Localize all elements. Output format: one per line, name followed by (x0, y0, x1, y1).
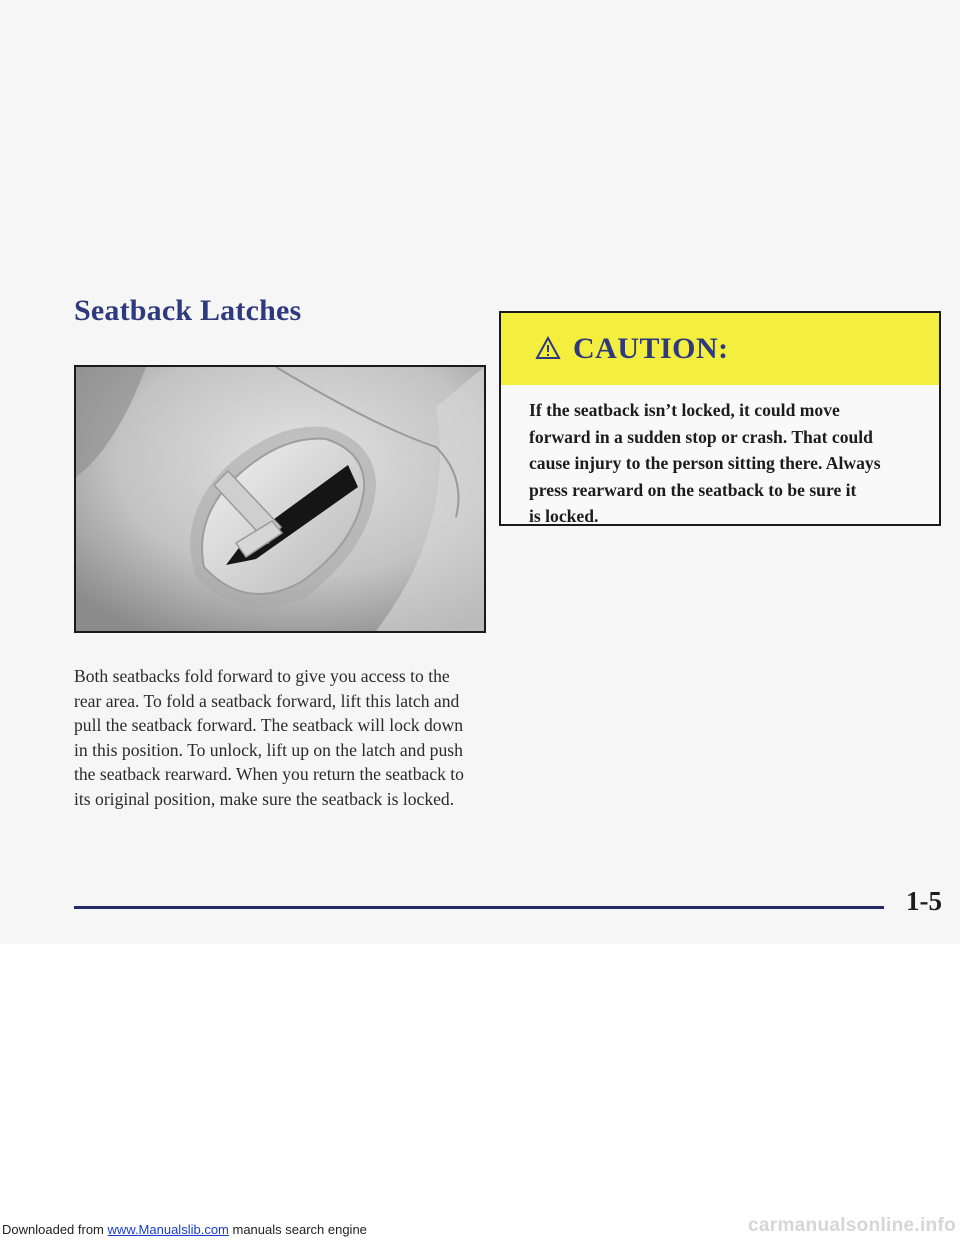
download-footer (2, 1222, 367, 1237)
caution-line: If the seatback isn’t locked, it could move (529, 400, 840, 420)
caution-box (499, 311, 941, 526)
body-line: in this position. To unlock, lift up on the latch and push (74, 739, 463, 760)
manualslib-link[interactable]: www.Manualslib.com (107, 1222, 229, 1237)
seatback-latch-photo (74, 365, 486, 633)
body-line: Both seatbacks fold forward to give you access to the (74, 666, 450, 686)
footer-prefix: Downloaded from (2, 1222, 108, 1237)
body-line: the seatback rearward. When you return the seatback to (74, 764, 464, 785)
body-paragraph (74, 664, 494, 812)
page-number: 1-5 (906, 886, 942, 916)
body-line: its original position, make sure the seatback is locked. (74, 788, 455, 809)
caution-text (529, 397, 925, 530)
caution-title: CAUTION: (573, 332, 729, 365)
footer-rule (74, 906, 884, 909)
caution-header (501, 313, 939, 385)
warning-triangle-icon (535, 336, 561, 365)
caution-line: is locked. (529, 506, 599, 526)
footer-suffix: manuals search engine (228, 1222, 367, 1237)
caution-line: cause injury to the person sitting there. Always (529, 453, 881, 473)
caution-line: forward in a sudden stop or crash. That could (529, 426, 873, 447)
caution-line: press rearward on the seatback to be sure it (529, 479, 857, 500)
section-heading: Seatback Latches (74, 294, 302, 327)
body-line: pull the seatback forward. The seatback will lock down (74, 715, 464, 736)
seatback-latch-illustration (76, 367, 484, 631)
site-watermark: carmanualsonline.info (748, 1215, 956, 1236)
body-line: rear area. To fold a seatback forward, lift this latch and (74, 690, 460, 711)
